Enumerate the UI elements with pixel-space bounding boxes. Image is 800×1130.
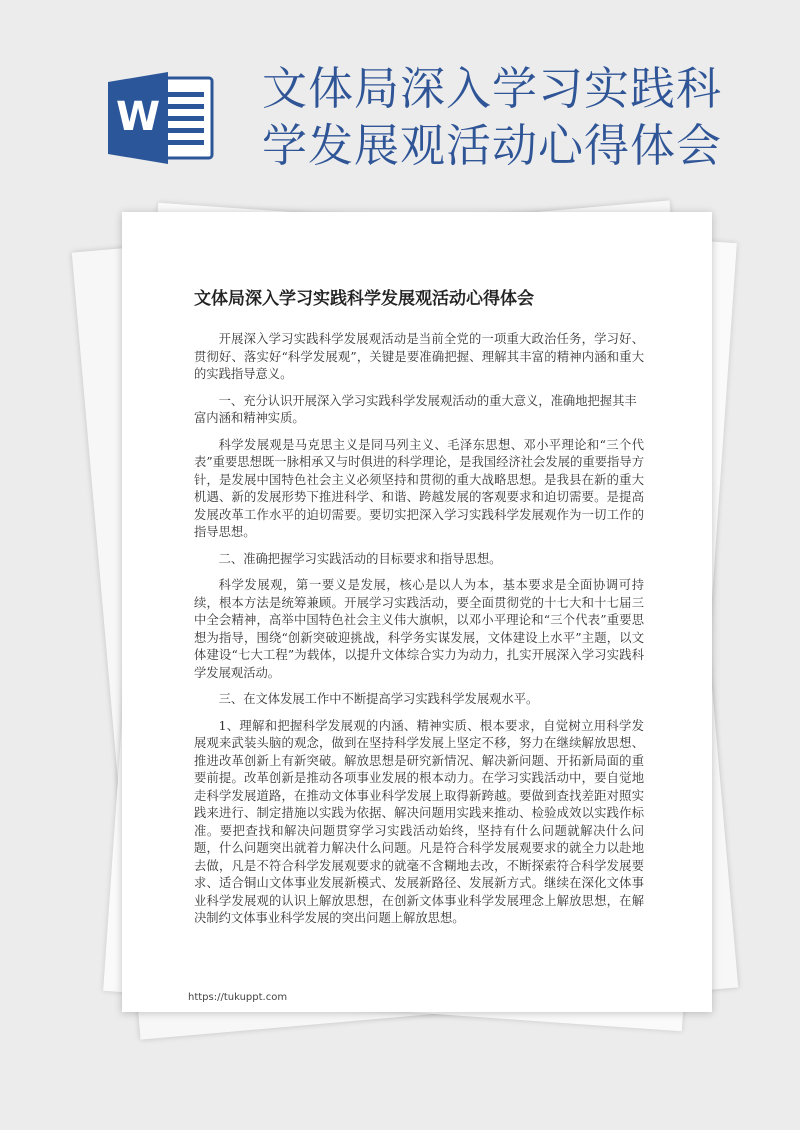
word-icon-letter: W: [115, 94, 161, 140]
document-title: 文体局深入学习实践科学发展观活动心得体会: [194, 289, 534, 309]
paragraph-section-2: 科学发展观，第一要义是发展，核心是以人为本，基本要求是全面协调可持续，根本方法是统筹兼顾。开展学习实践活动，要全面贯彻党的十七大和十七届三中全会精神，高举中国特色社会主义伟大旗帜，以邓小平理论和“三个代表”重要思想为指导，围绕“创新突破迎挑战，科学务实谋发展，文体建设上水平”主题，以文体建设“七大工程”为载体，以提升文体综合实力为动力，扎实开展深入学习实践科学发展观活动。: [194, 578, 644, 680]
paragraph-section-1: 科学发展观是马克思主义是同马列主义、毛泽东思想、邓小平理论和“三个代表”重要思想既一脉相承又与时俱进的科学理论，是我国经济社会发展的重要指导方针，是发展中国特色社会主义必须坚持和贯彻的重大战略思想。是我县在新的重大机遇、新的发展形势下推进科学、和谐、跨越发展的客观要求和迫切需要。是提高发展改革工作水平的迫切需要。要切实把深入学习实践科学发展观作为一切工作的指导思想。: [194, 437, 644, 539]
section-heading-1: 一、充分认识开展深入学习实践科学发展观活动的重大意义，准确地把握其丰富内涵和精神实质。: [194, 393, 637, 425]
word-document-icon: [108, 72, 218, 164]
promo-heading: [262, 60, 782, 174]
section-heading-3: 三、在文体发展工作中不断提高学习实践科学发展观水平。: [218, 692, 539, 706]
promo-heading-line-1: 文体局深入学习实践科: [262, 62, 723, 115]
paragraph-intro: 开展深入学习实践科学发展观活动是当前全党的一项重大政治任务，学习好、贯彻好、落实好“科学发展观”，关键是要准确把握、理解其丰富的精神内涵和重大的实践指导意义。: [194, 332, 644, 381]
document-page: [122, 212, 712, 1012]
footer-url: https://tukuppt.com: [188, 992, 288, 1003]
paragraph-section-3: 1、理解和把握科学发展观的内涵、精神实质、根本要求，自觉树立用科学发展观来武装头脑的观念，做到在坚持科学发展上坚定不移，努力在继续解放思想、推进改革创新上有新突破。解放思想是研究新情况、解决新问题、开拓新局面的重要前提。改革创新是推动各项事业发展的根本动力。在学习实践活动中，要自觉地走科学发展道路，在推动文体事业科学发展上取得新跨越。要做到查找差距对照实践来进行、制定措施以实践为依据、解决问题用实践来推动、检验成效以实践作标准。要把查找和解决问题贯穿学习实践活动始终，坚持有什么问题就解决什么问题，什么问题突出就着力解决什么问题。凡是符合科学发展观要求的就全力以赴地去做，凡是不符合科学发展观要求的就毫不含糊地去改，不断探索符合科学发展要求、适合铜山文体事业发展新模式、发展新路径、发展新方式。继续在深化文体事业科学发展观的认识上解放思想，在创新文体事业科学发展理念上解放思想，在解决制约文体事业科学发展的突出问题上解放思想。: [194, 718, 644, 925]
section-heading-2: 二、准确把握学习实践活动的目标要求和指导思想。: [218, 551, 502, 566]
promo-heading-line-2: 学发展观活动心得体会: [262, 119, 723, 172]
header: [0, 0, 800, 200]
